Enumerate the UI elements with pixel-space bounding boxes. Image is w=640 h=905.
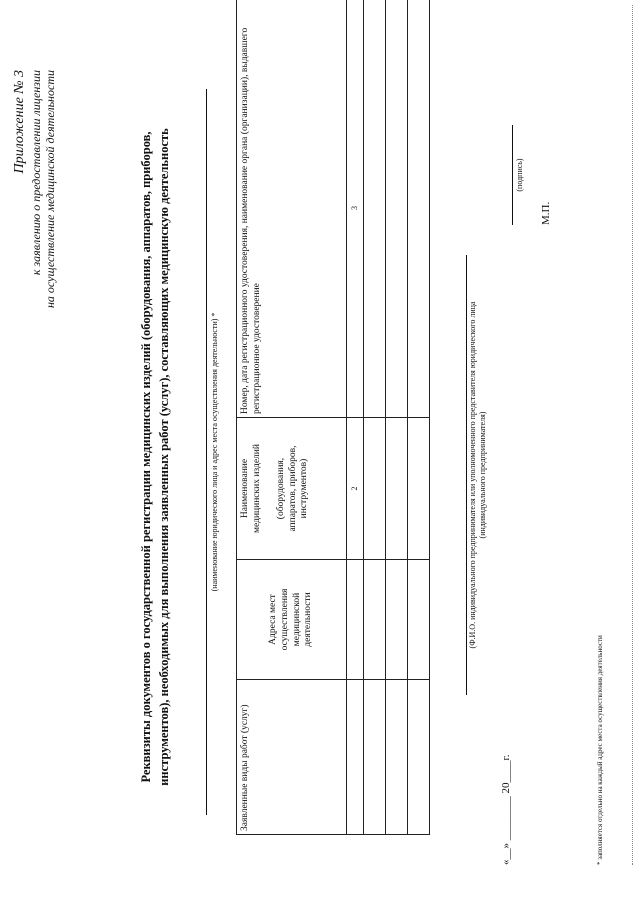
column-number — [347, 560, 364, 680]
table-row — [364, 0, 386, 835]
appendix-header — [12, 70, 58, 308]
appendix-line-2: на осуществление медицинской деятельности — [43, 70, 58, 309]
header-devices: Наименование медицинских изделий (оборудования, аппаратов, приборов, инструментов) — [237, 418, 347, 560]
fio-caption: (Ф.И.О. индивидуального предпринимателя или уполномоченного представителя юридического лица — [468, 301, 477, 649]
table-cell[interactable] — [386, 680, 408, 835]
signature-line — [512, 125, 513, 225]
table-cell[interactable] — [364, 418, 386, 560]
footnote: * заполняется отдельно на каждый адрес места осуществления деятельности — [596, 635, 604, 865]
appendix-title: Приложение № 3 — [12, 70, 27, 174]
header-work-types: Заявленные виды работ (услуг) — [237, 680, 347, 835]
column-number: 3 — [347, 0, 364, 418]
fio-line — [466, 255, 467, 695]
table-cell[interactable] — [364, 560, 386, 680]
table-cell[interactable] — [408, 418, 430, 560]
table-cell[interactable] — [364, 0, 386, 418]
table-cell[interactable] — [386, 418, 408, 560]
document-title-line-2: инструментов), необходимых для выполнения заявленных работ (услуг), составляющих медицинскую деятельность — [156, 128, 171, 786]
column-number: 2 — [347, 418, 364, 560]
table-row — [408, 0, 430, 835]
header-addresses: Адреса мест осуществления медицинской деятельности — [237, 560, 347, 680]
document-title-line-1: Реквизиты документов о государственной регистрации медицинских изделий (оборудования, аппаратов, приборов, — [139, 131, 153, 783]
table-cell[interactable] — [386, 560, 408, 680]
table-cell[interactable] — [408, 680, 430, 835]
appendix-line-1: к заявлению о предоставлении лицензии — [28, 70, 43, 276]
date-line[interactable]: «__» ________ 20____г. — [500, 754, 512, 865]
table-row — [386, 0, 408, 835]
column-number — [347, 680, 364, 835]
document-title — [138, 27, 173, 887]
entity-caption: (наименование юридического лица и адрес места осуществления деятельности) * — [210, 312, 219, 592]
table-cell[interactable] — [386, 0, 408, 418]
page-edge-dots — [632, 5, 633, 865]
table-cell[interactable] — [408, 560, 430, 680]
table-cell[interactable] — [364, 680, 386, 835]
header-registration: Номер, дата регистрационного удостоверения, наименование органа (организации), выдавшего регистрационное удостоверение — [237, 0, 347, 418]
stamp-label: М.П. — [540, 201, 552, 225]
numbering-row — [347, 0, 364, 835]
entity-name-line — [206, 89, 207, 815]
devices-table — [236, 0, 430, 835]
signature-caption: (подпись) — [515, 158, 524, 192]
fio-caption-2: (индивидуального предпринимателя) — [478, 411, 487, 539]
table-cell[interactable] — [408, 0, 430, 418]
